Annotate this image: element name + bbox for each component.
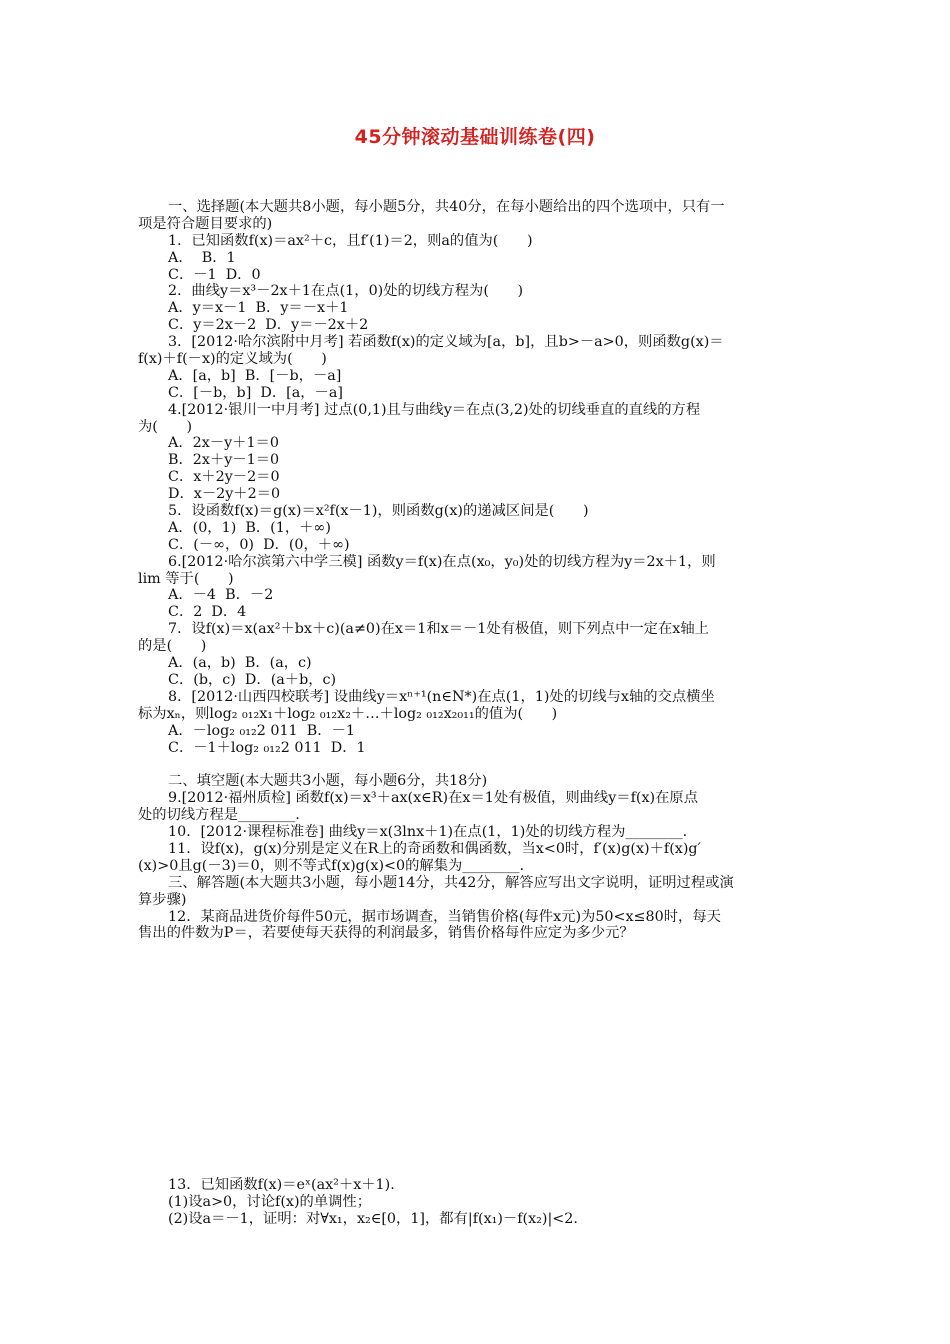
question-11: 11．设f(x)，g(x)分别是定义在R上的奇函数和偶函数，当x<0时，f′(x)g(x)＋f(x)g′ (168, 840, 701, 857)
question-4-option-c: C．x＋2y－2＝0 (168, 469, 280, 486)
section-3-heading: 三、解答题(本大题共3小题，每小题14分，共42分，解答应写出文字说明，证明过程或演 (168, 874, 734, 891)
question-6-cont: lim 等于( ) (138, 570, 234, 587)
question-4-option-b: B．2x＋y－1＝0 (168, 452, 280, 469)
question-13-part-2: (2)设a＝－1，证明：对∀x₁，x₂∈[0，1]，都有|f(x₁)－f(x₂)|<2. (168, 1211, 578, 1228)
question-4-cont: 为( ) (138, 418, 193, 435)
question-9-cont: 处的切线方程是________. (138, 807, 300, 824)
question-8-cont: 标为xₙ，则log₂ ₀₁₂x₁＋log₂ ₀₁₂x₂＋…＋log₂ ₀₁₂x₂₀₁₁的值为( ) (138, 705, 558, 722)
question-3-options-cd: C．[－b，b] D．[a，－a] (168, 384, 343, 401)
answer-space (138, 942, 818, 1177)
question-8-options-ab: A．－log₂ ₀₁₂2 011 B．－1 (168, 722, 355, 739)
section-1-heading-cont: 项是符合题目要求的) (138, 215, 273, 232)
question-5: 5．设函数f(x)＝g(x)＝x²f(x－1)，则函数g(x)的递减区间是( ) (168, 503, 589, 520)
question-7-options-cd: C．(b，c) D．(a＋b，c) (168, 671, 337, 688)
question-2-options-cd: C．y＝2x－2 D．y＝－2x＋2 (168, 317, 369, 334)
question-1-options-cd: C．－1 D．0 (168, 266, 261, 283)
question-6: 6.[2012·哈尔滨第六中学三模] 函数y＝f(x)在点(x₀，y₀)处的切线方程为y＝2x＋1，则 (168, 553, 716, 570)
question-11-cont: (x)>0且g(－3)＝0，则不等式f(x)g(x)<0的解集为________. (138, 857, 525, 874)
question-7-cont: 的是( ) (138, 638, 207, 655)
section-gap (138, 756, 818, 773)
question-6-options-ab: A．－4 B．－2 (168, 587, 274, 604)
question-9: 9.[2012·福州质检] 函数f(x)＝x³＋ax(x∈R)在x＝1处有极值，则曲线y＝f(x)在原点 (168, 790, 699, 807)
question-4-option-a: A．2x－y＋1＝0 (168, 435, 279, 452)
question-12: 12．某商品进货价每件50元，据市场调查，当销售价格(每件x元)为50<x≤80时，每天 (168, 908, 721, 925)
question-8-options-cd: C．－1＋log₂ ₀₁₂2 011 D．1 (168, 739, 366, 756)
section-1-heading: 一、选择题(本大题共8小题，每小题5分，共40分，在每小题给出的四个选项中，只有一 (168, 199, 725, 215)
question-7: 7．设f(x)＝x(ax²＋bx＋c)(a≠0)在x＝1和x＝－1处有极值，则下列点中一定在x轴上 (168, 621, 709, 638)
question-4-option-d: D．x－2y＋2＝0 (168, 486, 281, 503)
question-1: 1．已知函数f(x)＝ax²＋c，且f′(1)＝2，则a的值为( ) (168, 232, 533, 249)
question-3-cont: f(x)＋f(－x)的定义域为( ) (138, 351, 327, 368)
section-3-heading-cont: 算步骤) (138, 891, 187, 908)
question-5-options-ab: A．(0，1) B．(1，＋∞) (168, 519, 331, 536)
question-13: 13．已知函数f(x)＝eˣ(ax²＋x＋1). (168, 1177, 395, 1194)
question-3-options-ab: A．[a，b] B．[－b，－a] (168, 367, 342, 384)
question-4: 4.[2012·银川一中月考] 过点(0,1)且与曲线y＝在点(3,2)处的切线垂直的直线的方程 (168, 401, 701, 418)
question-12-cont: 售出的件数为P＝，若要使每天获得的利润最多，销售价格每件应定为多少元？ (138, 925, 634, 942)
question-2-options-ab: A．y＝x－1 B．y＝－x＋1 (168, 300, 349, 317)
question-2: 2．曲线y＝x³－2x＋1在点(1，0)处的切线方程为( ) (168, 283, 524, 300)
exam-body (138, 199, 818, 1228)
question-5-options-cd: C．(－∞，0) D．(0，＋∞) (168, 536, 350, 553)
question-1-options-ab: A． B．1 (168, 249, 236, 266)
question-3: 3．[2012·哈尔滨附中月考] 若函数f(x)的定义域为[a，b]，且b>－a>0，则函数g(x)＝ (168, 334, 724, 351)
page-title: 45分钟滚动基础训练卷(四) (354, 126, 596, 148)
question-13-part-1: (1)设a>0，讨论f(x)的单调性； (168, 1194, 372, 1211)
question-8: 8．[2012·山西四校联考] 设曲线y＝xⁿ⁺¹(n∈N*)在点(1，1)处的切线与x轴的交点横坐 (168, 688, 715, 705)
question-10: 10．[2012·课程标准卷] 曲线y＝x(3lnx＋1)在点(1，1)处的切线方程为________. (168, 824, 688, 841)
question-7-options-ab: A．(a，b) B．(a，c) (168, 655, 312, 672)
question-6-options-cd: C．2 D．4 (168, 604, 247, 621)
section-2-heading: 二、填空题(本大题共3小题，每小题6分，共18分) (168, 773, 488, 790)
